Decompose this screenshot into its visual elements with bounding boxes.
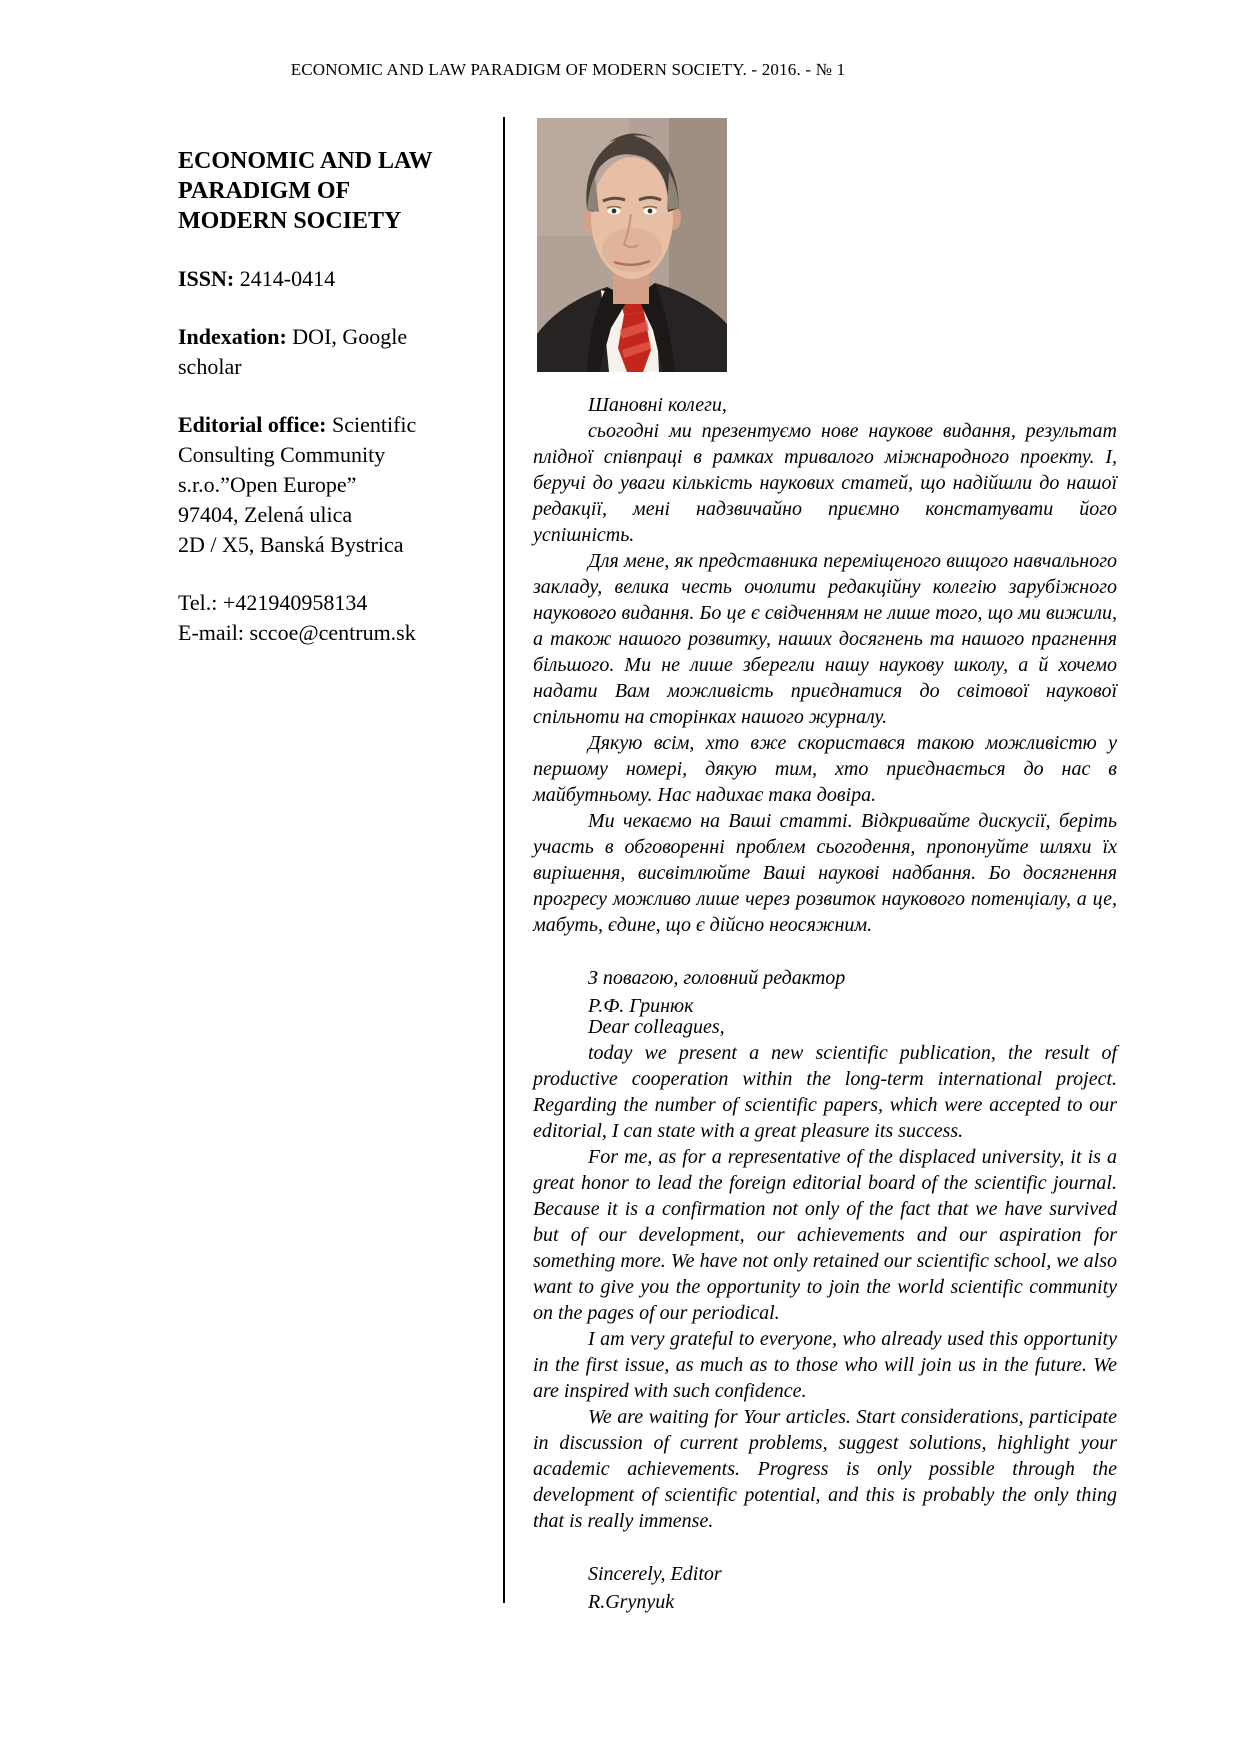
en-closing bbox=[533, 1560, 1117, 1616]
email-row bbox=[178, 618, 470, 648]
letter-ukrainian bbox=[533, 392, 1117, 1020]
journal-title bbox=[178, 146, 470, 236]
tel-value: +421940958134 bbox=[222, 590, 368, 615]
email-value: sccoe@centrum.sk bbox=[249, 620, 416, 645]
editor-portrait-photo bbox=[537, 118, 727, 372]
ua-paragraph: сьогодні ми презентуємо нове наукове видання, результат плідної співпраці в рамках тривалого міжнародного проекту. І, беручі до уваги кількість наукових статей, що надійшли до нашої редакції, мені надзвичайно приємно констатувати його успішність. bbox=[533, 420, 1117, 546]
editor-portrait-svg bbox=[537, 118, 727, 372]
en-paragraph: I am very grateful to everyone, who already used this opportunity in the first issue, as much as to those who will join us in the future. We are inspired with such confidence. bbox=[533, 1328, 1117, 1402]
editorial-office-block bbox=[178, 410, 470, 560]
journal-title-line: MODERN SOCIETY bbox=[178, 208, 402, 234]
ua-paragraph: Ми чекаємо на Ваші статті. Відкривайте дискусії, беріть участь в обговоренні проблем сьогодення, пропонуйте шляхи їх вирішення, висвітлюйте Ваші наукові надбання. Бо досягнення прогресу можливо лише через розвиток наукового потенціалу, а це, мабуть, єдине, що є дійсно неосяжним. bbox=[533, 810, 1117, 936]
en-paragraph: We are waiting for Your articles. Start considerations, participate in discussion of current problems, suggest solutions, highlight your academic achievements. Progress is only possible through the development of scientific potential, and this is probably the only thing that is really immense. bbox=[533, 1406, 1117, 1532]
ua-paragraph: Дякую всім, хто вже скористався такою можливістю у першому номері, дякую тим, хто приєднається до нас в майбутньому. Нас надихає така довіра. bbox=[533, 732, 1117, 806]
issn-label: ISSN: bbox=[178, 266, 235, 291]
pupil-left bbox=[612, 209, 617, 214]
vertical-divider bbox=[503, 117, 505, 1603]
editorial-office-value: Scientific bbox=[331, 412, 417, 437]
editorial-office-line: s.r.o.”Open Europe” bbox=[178, 472, 357, 497]
letter-english bbox=[533, 1014, 1117, 1616]
journal-title-line: ECONOMIC AND LAW bbox=[178, 148, 433, 174]
en-closing-role: Sincerely, Editor bbox=[588, 1563, 722, 1585]
indexation-row bbox=[178, 322, 470, 382]
ua-closing bbox=[533, 964, 1117, 1020]
ua-paragraph: Для мене, як представника переміщеного вищого навчального закладу, велика честь очолити редакційну колегію зарубіжного наукового видання. Бо це є свідченням не лише того, що ми вижили, а також нашого розвитку, наших досягнень та нашого прагнення більшого. Ми не лише зберегли нашу наукову школу, а й хочемо надати Вам можливість приєднатися до світової наукової спільноти на сторінках нашого журналу. bbox=[533, 550, 1117, 728]
ua-closing-role: З повагою, головний редактор bbox=[588, 967, 846, 989]
issn-row bbox=[178, 264, 470, 294]
email-label: E-mail: bbox=[178, 620, 244, 645]
editorial-office-label: Editorial office: bbox=[178, 412, 327, 437]
editorial-office-line: Consulting Community bbox=[178, 442, 386, 467]
ua-salutation: Шановні колеги, bbox=[588, 394, 727, 416]
pupil-right bbox=[648, 209, 653, 214]
journal-info-sidebar bbox=[178, 146, 470, 648]
en-salutation: Dear colleagues, bbox=[588, 1016, 725, 1038]
tel-label: Tel.: bbox=[178, 590, 218, 615]
issn-value: 2414-0414 bbox=[239, 266, 336, 291]
running-header: ECONOMIC AND LAW PARADIGM OF MODERN SOCIETY. - 2016. - № 1 bbox=[290, 60, 846, 79]
contact-block bbox=[178, 588, 470, 648]
editorial-office-line: 97404, Zelená ulica bbox=[178, 502, 353, 527]
editorial-office-line bbox=[178, 410, 470, 440]
editorial-office-line: 2D / X5, Banská Bystrica bbox=[178, 532, 404, 557]
en-paragraph: today we present a new scientific publication, the result of productive cooperation within the long-term international project. Regarding the number of scientific papers, which were accepted to our editorial, I can state with a great pleasure its success. bbox=[533, 1042, 1117, 1142]
tel-row bbox=[178, 588, 470, 618]
indexation-value: DOI, Google scholar bbox=[178, 324, 408, 379]
ua-closing-name: Р.Ф. Гринюк bbox=[588, 995, 694, 1017]
en-paragraph: For me, as for a representative of the displaced university, it is a great honor to lead the foreign editorial board of the scientific journal. Because it is a confirmation not only of the fact that we have survived but of our development, our achievements and our aspiration for something more. We have not only retained our scientific school, we also want to give you the opportunity to join the world scientific community on the pages of our periodical. bbox=[533, 1146, 1117, 1324]
en-closing-name: R.Grynyuk bbox=[588, 1591, 675, 1613]
journal-title-line: PARADIGM OF bbox=[178, 178, 351, 204]
indexation-label: Indexation: bbox=[178, 324, 287, 349]
